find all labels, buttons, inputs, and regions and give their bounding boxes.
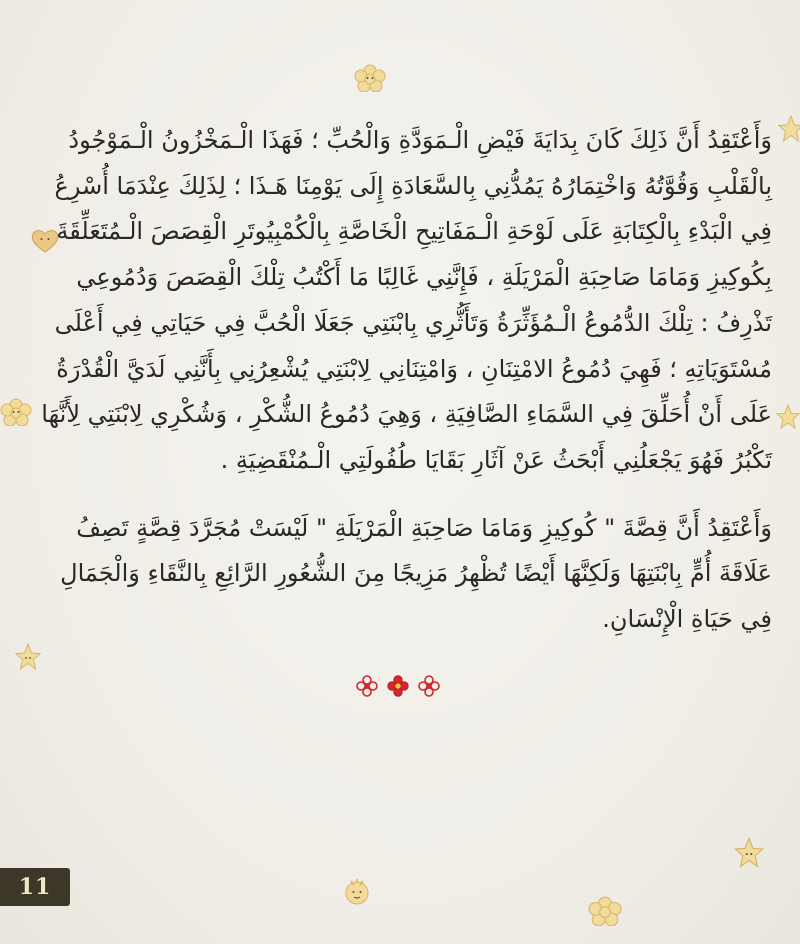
flower-icon [0,398,32,426]
text-line: وَأَعْتَقِدُ أَنَّ ذَلِكَ كَانَ بِدَايَةَ فَيْضِ الْـمَوَدَّةِ وَالْحُبِّ ؛ فَهَذَا الْـمَخْزُونُ الْـمَوْجُودُ [68,126,772,154]
text-line: بِكُوكِيزِ وَمَامَا صَاحِبَةِ الْمَرْيَلَةِ ، فَإِنَّنِي غَالِبًا مَا أَكْتُبُ تِلْكَ الْقِصَصَ وَدُمُوعِي [76,263,772,292]
page-number: 11 [18,874,52,900]
flower-icon [588,896,622,926]
star-icon [776,402,800,432]
text-line: تَكْبُرُ فَهُوَ يَجْعَلُنِي أَبْحَثُ عَنْ آثَارِ بَقَايَا طُفُولَتِي الْـمُنْقَضِيَةِ . [220,445,772,474]
text-line: وَأَعْتَقِدُ أَنَّ قِصَّةَ " كُوكِيزِ وَمَامَا صَاحِبَةِ الْمَرْيَلَةِ " لَيْسَتْ مُجَرَّدَ قِصَّةٍ تَصِفُ [76,513,772,542]
text-line: عَلَى أَنْ أُحَلِّقَ فِي السَّمَاءِ الصَّافِيَةِ ، وَهِيَ دُمُوعُ الشُّكْرِ ، وَشُكْرِي لِابْنَتِي لِأَنَّهَا [41,400,772,429]
rosette-icon [386,674,410,698]
text-line: عَلَاقَةَ أُمٍّ بِابْنَتِهَا وَلَكِنَّهَا أَيْضًا تُظْهِرُ مَزِيجًا مِنَ الشُّعُورِ الرَّائِعِ بِالنَّقَاءِ وَالْجَمَالِ [60,559,772,588]
rosette-icon [355,674,379,698]
paragraph-1 [40,118,772,484]
star-icon [732,836,766,870]
text-line: تَذْرِفُ : تِلْكَ الدُّمُوعُ الْـمُؤَثِّرَةُ وَتَأَثُّرِي بِابْنَتِي جَعَلَا الْحُبَّ فِي حَيَاتِي فِي أَعْلَى [54,308,772,337]
text-line: مُسْتَوَيَاتِهِ ؛ فَهِيَ دُمُوعُ الامْتِنَانِ ، وَامْتِنَانِي لِابْنَتِي يُشْعِرُنِي بِأَنَّنِي لَدَيَّ الْقُدْرَةُ [56,354,772,383]
page-number-badge [0,868,70,906]
paragraph-2 [40,506,772,643]
text-line: فِي حَيَاةِ الْإِنْسَانِ. [602,605,772,634]
star-icon [778,114,800,144]
text-line: فِي الْبَدْءِ بِالْكِتَابَةِ عَلَى لَوْحَةِ الْـمَفَاتِيحِ الْخَاصَّةِ بِالْكُمْبِيُوتَرِ الْقِصَصَ الْـمُتَعَلِّقَةَ [56,217,772,246]
sun-face-icon [340,876,374,908]
ornament-divider [355,674,441,698]
body-text [40,118,772,643]
flower-icon [354,64,386,92]
star-icon [12,642,44,672]
rosette-icon [417,674,441,698]
text-line: بِالْقَلْبِ وَقُوَّتُهُ وَاخْتِمَارُهُ يَمُدُّنِي بِالسَّعَادَةِ إِلَى يَوْمِنَا هَـذَا ؛ لِذَلِكَ عِنْدَمَا أُسْرِعُ [54,171,772,200]
